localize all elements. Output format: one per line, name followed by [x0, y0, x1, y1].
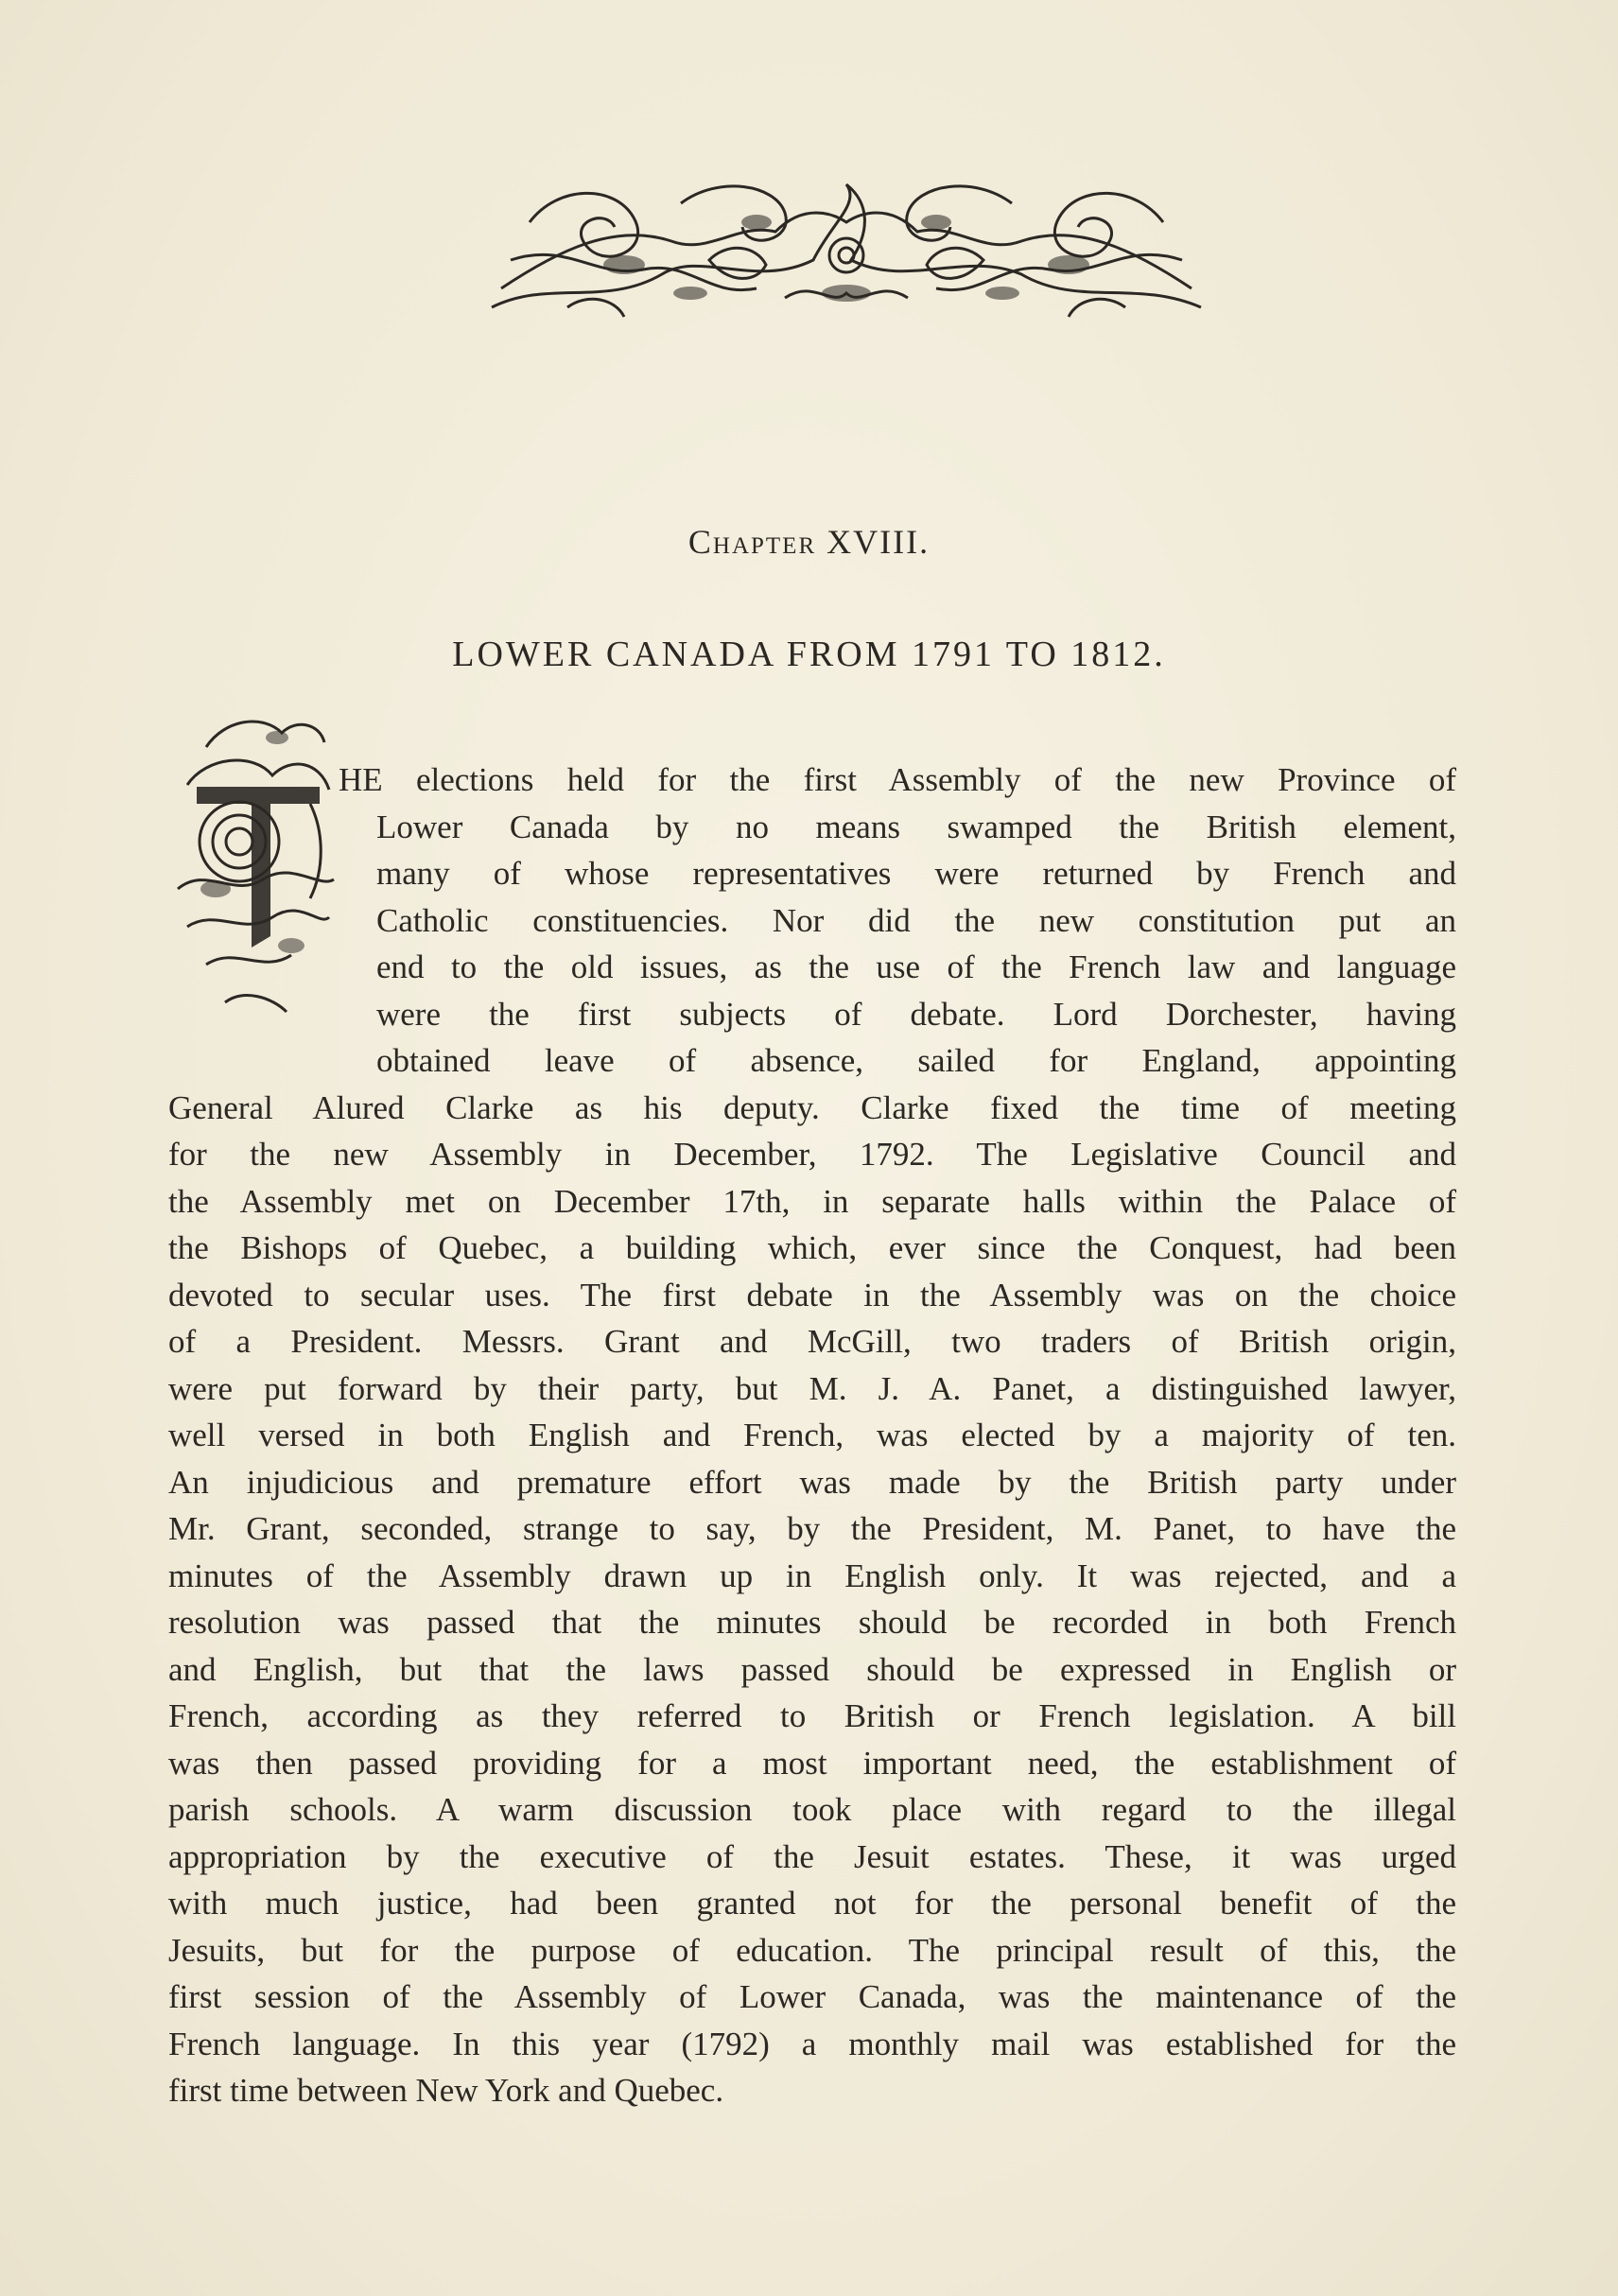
paragraph-line: and English, but that the laws passed should be expressed in English or [168, 1650, 1456, 1688]
paragraph-line: Jesuits, but for the purpose of education. The principal result of this, the [168, 1931, 1456, 1969]
paragraph-line: end to the old issues, as the use of the French law and language [376, 948, 1456, 985]
paragraph-line: well versed in both English and French, was elected by a majority of ten. [168, 1417, 1456, 1453]
paragraph-line: the Bishops of Quebec, a building which, ever since the Conquest, had been [168, 1229, 1456, 1266]
paragraph-line: devoted to secular uses. The first debate in the Assembly was on the choice [168, 1276, 1456, 1313]
paragraph-line: Mr. Grant, seconded, strange to say, by the President, M. Panet, to have the [168, 1510, 1456, 1547]
paragraph-line: first time between New York and Quebec. [168, 2072, 724, 2109]
paragraph-line: of a President. Messrs. Grant and McGill, two traders of British origin, [168, 1323, 1456, 1360]
chapter-paragraph [168, 757, 1456, 2114]
paragraph-line: minutes of the Assembly drawn up in English only. It was rejected, and a [168, 1557, 1456, 1594]
paragraph-line: HE elections held for the first Assembly of the new Province of [339, 761, 1456, 798]
paragraph-line: with much justice, had been granted not for the personal benefit of the [168, 1885, 1456, 1922]
paragraph-line: General Alured Clarke as his deputy. Clarke fixed the time of meeting [168, 1088, 1456, 1126]
paragraph-line: Lower Canada by no means swamped the British element, [376, 808, 1456, 845]
chapter-label: Chapter XVIII. [687, 523, 931, 561]
paragraph-line: was then passed providing for a most important need, the establishment of [168, 1744, 1456, 1782]
paragraph-line: appropriation by the executive of the Jesuit estates. These, it was urged [168, 1837, 1456, 1875]
headpiece-ornament [473, 165, 1220, 326]
paragraph-line: for the new Assembly in December, 1792. The Legislative Council and [168, 1136, 1456, 1173]
paragraph-line: French language. In this year (1792) a monthly mail was established for the [168, 2025, 1456, 2062]
paragraph-line: many of whose representatives were returned by French and [376, 855, 1456, 892]
paragraph-line: parish schools. A warm discussion took place with regard to the illegal [168, 1791, 1456, 1828]
paragraph-line: Catholic constituencies. Nor did the new constitution put an [376, 901, 1456, 939]
paragraph-line: were put forward by their party, but M. J. A. Panet, a distinguished lawyer, [168, 1369, 1456, 1407]
chapter-title: LOWER CANADA FROM 1791 TO 1812. [452, 635, 1166, 674]
paragraph-line: An injudicious and premature effort was made by the British party under [168, 1463, 1456, 1501]
paragraph-line: resolution was passed that the minutes should be recorded in both French [168, 1604, 1456, 1641]
paragraph-line: obtained leave of absence, sailed for England, appointing [376, 1042, 1456, 1079]
paragraph-line: the Assembly met on December 17th, in separate halls within the Palace of [168, 1182, 1456, 1220]
paragraph-line: French, according as they referred to British or French legislation. A bill [168, 1697, 1456, 1734]
paragraph-line: first session of the Assembly of Lower Canada, was the maintenance of the [168, 1978, 1456, 2015]
paragraph-line: were the first subjects of debate. Lord Dorchester, having [376, 995, 1456, 1033]
drop-cap-letter: T [168, 700, 169, 701]
